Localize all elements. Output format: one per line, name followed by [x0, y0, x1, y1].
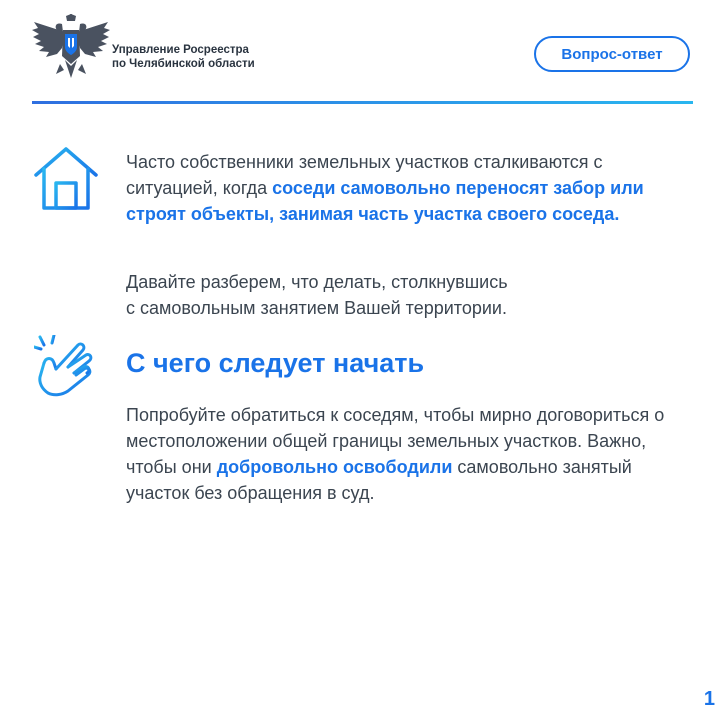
org-name-line1: Управление Росреестра: [112, 44, 249, 56]
intro-paragraph: [126, 149, 686, 227]
header: [0, 0, 727, 104]
organization-name: [112, 43, 255, 71]
section-title: С чего следует начать: [126, 348, 425, 378]
header-divider: [32, 101, 693, 104]
section-text-start: Попробуйте обратиться к соседям, чтобы мирно договориться о местоположении общей границы земельных участков. Важно, чтобы они: [126, 405, 665, 477]
hand-snap-icon: [34, 335, 96, 397]
intro-p2-line2: с самовольным занятием Вашей территории.: [126, 298, 507, 318]
qa-button[interactable]: Вопрос-ответ: [534, 36, 690, 72]
eagle-emblem-icon: [32, 14, 110, 86]
intro-text: Часто собственники земельных участков сталкиваются с ситуацией, когда: [126, 152, 603, 198]
org-name-line2: по Челябинской области: [112, 58, 255, 70]
intro-highlight: соседи самовольно переносят забор или строят объекты, занимая часть участка своего соседа.: [126, 178, 644, 224]
intro-paragraph-2: [126, 269, 686, 321]
page-number: 1: [703, 688, 715, 710]
house-icon: [32, 145, 100, 213]
section-text-end: самовольно занятый участок без обращения в суд.: [126, 457, 632, 503]
section-paragraph: [126, 402, 686, 506]
intro-p2-line1: Давайте разберем, что делать, столкнувшись: [126, 272, 508, 292]
section-highlight: добровольно освободили: [216, 457, 453, 477]
